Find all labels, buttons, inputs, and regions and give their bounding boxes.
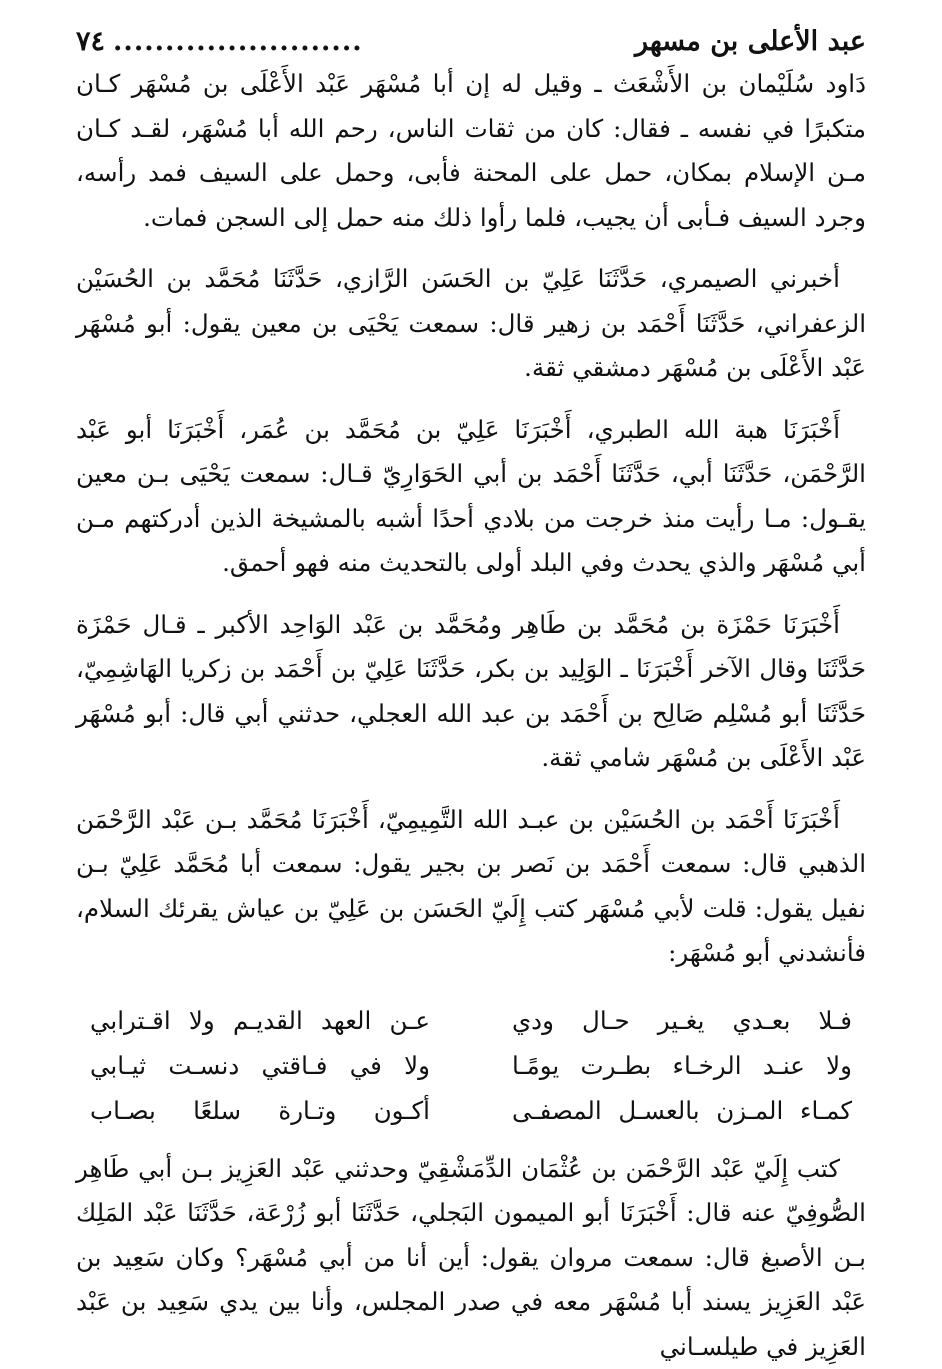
verse-first-hemistich: فـلا بعـدي يغـير حـال ودي bbox=[512, 998, 852, 1043]
paragraph-4: أَخْبَرَنَا حَمْزَة بن مُحَمَّد بن طَاهِر ومُحَمَّد بن عَبْد الوَاحِد الأكبر ـ قـال حَمْزَة حَدَّثَنَا وقال الآخر أَخْبَرَنَا ـ الوَلِيد بن بكر، حَدَّثَنَا عَلِيّ بن أَحْمَد بن زكريا الهَاشِمِيّ، حَدَّثَنَا أبو مُسْلِم صَالِح بن أَحْمَد بن عبد الله العجلي، حدثني أبي قال: أبو مُسْهَر عَبْد الأَعْلَى بن مُسْهَر شامي ثقة. bbox=[76, 603, 866, 781]
running-head-dots: ........................ bbox=[113, 22, 363, 62]
paragraph-2: أخبرني الصيمري، حَدَّثَنَا عَلِيّ بن الحَسَن الرَّازي، حَدَّثَنَا مُحَمَّد بن الحُسَيْن الزعفراني، حَدَّثَنَا أَحْمَد بن زهير قال: سمعت يَحْيَى بن معين يقول: أبو مُسْهَر عَبْد الأَعْلَى بن مُسْهَر دمشقي ثقة. bbox=[76, 257, 866, 391]
paragraph-5: أَخْبَرَنَا أَحْمَد بن الحُسَيْن بن عبـد الله التَّمِيمِيّ، أَخْبَرَنَا مُحَمَّد بـن عَبْد الرَّحْمَن الذهبي قال: سمعت أَحْمَد بن نَصر بن بجير يقول: سمعت أبا مُحَمَّد عَلِيّ بـن نفيل يقول: قلت لأبي مُسْهَر كتب إِلَيّ الحَسَن بن عَلِيّ بن عياش يقرئك السلام، فأنشدني أبو مُسْهَر: bbox=[76, 798, 866, 976]
verse-line bbox=[90, 998, 852, 1043]
page-number: ٧٤ bbox=[76, 22, 105, 62]
running-head-left bbox=[76, 22, 363, 62]
paragraph-gap bbox=[76, 240, 866, 257]
verse-first-hemistich: كمـاء المـزن بالعسـل المصفـى bbox=[512, 1088, 852, 1133]
paragraph-3: أَخْبَرَنَا هبة الله الطبري، أَخْبَرَنَا عَلِيّ بن مُحَمَّد بن عُمَر، أَخْبَرَنَا أبو عَبْد الرَّحْمَن، حَدَّثَنَا أبي، حَدَّثَنَا أَحْمَد بن أبي الحَوَارِيّ قـال: سمعت يَحْيَى بـن معين يقـول: مـا رأيت منذ خرجت من بلادي أحدًا أشبه بالمشيخة الذين أدركتهم مـن أبي مُسْهَر والذي يحدث وفي البلد أولى بالتحديث منه فهو أحمق. bbox=[76, 408, 866, 586]
paragraph-6: كتب إِلَيّ عَبْد الرَّحْمَن بن عُثْمَان الدِّمَشْقِيّ وحدثني عَبْد العَزِيز بـن أبي طَاهِر الصُّوفِيّ عنه قال: أَخْبَرَنَا أبو الميمون البَجلي، حَدَّثَنَا أبو زُرْعَة، حَدَّثَنَا عَبْد المَلِك بـن الأصبغ قال: سمعت مروان يقول: أين أنا من أبي مُسْهَر؟ وكان سَعِيد بن عَبْد العَزِيز يسند أبا مُسْهَر معه في صدر المجلس، وأنا بين يدي سَعِيد بن عَبْد العَزِيز في طيلسـاني bbox=[76, 1147, 866, 1369]
verse-second-hemistich: ولا في فـاقتي دنسـت ثيـابي bbox=[90, 1043, 430, 1088]
paragraph-gap bbox=[76, 586, 866, 603]
book-page bbox=[76, 22, 866, 1369]
verse-second-hemistich: عـن العهد القديـم ولا اقـترابي bbox=[90, 998, 430, 1043]
paragraph-gap bbox=[76, 781, 866, 798]
verse-first-hemistich: ولا عنـد الرخـاء بطـرت يومًـا bbox=[512, 1043, 852, 1088]
poem bbox=[90, 998, 852, 1133]
paragraph-1: دَاود سُلَيْمان بن الأَشْعَث ـ وقيل له إن أبا مُسْهَر عَبْد الأَعْلَى بن مُسْهَر كـان متكبرًا في نفسه ـ فقال: كان من ثقات الناس، رحم الله أبا مُسْهَر، لقـد كـان مـن الإسلام بمكان، حمل على المحنة فأبى، وحمل على السيف فمد رأسه، وجرد السيف فـأبى أن يجيب، فلما رأوا ذلك منه حمل إلى السجن فمات. bbox=[76, 62, 866, 240]
verse-line bbox=[90, 1043, 852, 1088]
paragraph-gap bbox=[76, 391, 866, 408]
running-head-title: عبد الأعلى بن مسهر bbox=[635, 22, 866, 62]
running-head bbox=[76, 22, 866, 62]
verse-second-hemistich: أكـون وتـارة سلعًا بصـاب bbox=[90, 1088, 430, 1133]
verse-line bbox=[90, 1088, 852, 1133]
